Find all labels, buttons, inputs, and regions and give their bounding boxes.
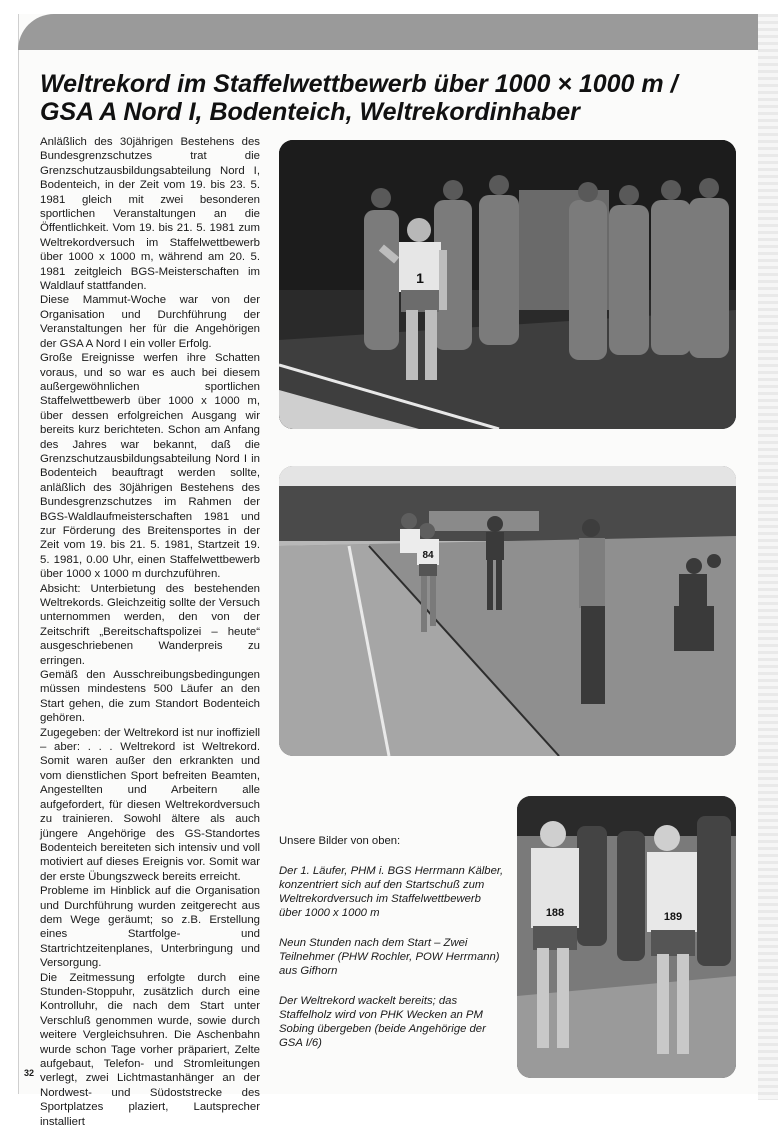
article-title: [40, 70, 740, 126]
paragraph: Gemäß den Ausschreibungsbedingungen müssen mindestens 500 Läufer an den Start gehen, die zum Standort Bodenteich gehören.: [40, 669, 260, 725]
bib-number: 84: [422, 550, 434, 561]
photo-track-runners: [279, 466, 736, 756]
paragraph: Die Zeitmessung erfolgte durch eine Stunden-Stoppuhr, zusätzlich durch eine Kontrolluhr, die nach dem Start unter Verschluß genommen wurde, sowie durch weitere Vergleichsuhren. Die Aschenbahn wurde schon Tage vorher präpariert, Zelte aufgebaut, Telefon- und Stromleitungen verlegt, zwei Lichtmastanhänger an der Nordwest- und Südoststrecke des Sportplatzes plaziert, Lautsprecher installiert: [40, 971, 260, 1128]
photo-captions: [279, 834, 505, 1066]
bib-number: 188: [545, 907, 565, 919]
paragraph: Absicht: Unterbietung des bestehenden Weltrekords. Gleichzeitig sollte der Versuch unternommen werden, den von der Zeitschrift „Bereitschaftspolizei – heute“ ausgeschriebenen Wanderpreis zu erringen.: [40, 582, 260, 667]
page-number: 32: [24, 1068, 35, 1078]
caption-photo-2: Neun Stunden nach dem Start – Zwei Teilnehmer (PHW Rochler, POW Herrmann) aus Gifhorn: [279, 937, 500, 977]
article-body: [40, 135, 260, 1129]
bib-number: 1: [416, 270, 424, 286]
title-line-1: Weltrekord im Staffelwettbewerb über 1000 × 1000 m /: [40, 70, 678, 98]
paragraph: Anläßlich des 30jährigen Bestehens des Bundesgrenzschutzes trat die Grenzschutzausbildungsabteilung Nord I, Bodenteich, in der Zeit vom 19. bis 23. 5. 1981 gleich mit zwei besonderen sportlichen Veranstaltungen an die Öffentlichkeit. Vom 19. bis 21. 5. 1981 zum Weltrekordversuch im Staffelwettbewerb über 1000 x 1000 m, während am 20. 5. 1981 zeitgleich BGS-Meisterschaften im Waldlauf stattfanden.: [40, 136, 260, 293]
header-band: [18, 14, 758, 50]
paragraph: Probleme im Hinblick auf die Organisation und Durchführung wurden zeitgerecht aus dem Wege geräumt; so z.B. Erstellung eines Startfolge- und Startrichtzeitenplanes, Unterbringung und Versorgung.: [40, 885, 260, 970]
paragraph: Diese Mammut-Woche war von der Organisation und Durchführung der Veranstaltungen her für die Angehörigen der GSA A Nord I ein voller Erfolg.: [40, 294, 260, 350]
captions-heading: Unsere Bilder von oben:: [279, 835, 401, 847]
caption-photo-3: Der Weltrekord wackelt bereits; das Staffelholz wird von PHK Wecken an PM Sobing übergeben (beide Angehörige der GSA I/6): [279, 995, 486, 1049]
photo-baton-handover: [517, 796, 736, 1078]
page-edge: [758, 14, 778, 1100]
photo-start-runner: [279, 140, 736, 429]
caption-photo-1: Der 1. Läufer, PHM i. BGS Herrmann Kälber, konzentriert sich auf den Startschuß zum Weltrekordversuch im Staffelwettbewerb über 1000 x 1000 m: [279, 865, 504, 919]
paragraph: Zugegeben: der Weltrekord ist nur inoffiziell – aber: . . . Weltrekord ist Weltrekord. Somit waren außer den erkrankten und vom dienstlichen Sport befreiten Beamten, Angestellten und Arbeitern alle aufgefordert, für diesen Weltrekordversuch zu trainieren. Sowohl ältere als auch jüngere Angehörige des GS-Standortes Bodenteich bereiteten sich intensiv und voll motiviert auf dieses Ereignis vor. Somit war der erste Übungszweck bereits erreicht.: [40, 726, 260, 883]
title-line-2: GSA A Nord I, Bodenteich, Weltrekordinhaber: [40, 98, 580, 126]
paragraph: Große Ereignisse werfen ihre Schatten voraus, und so war es auch bei diesem außergewöhnlichen sportlichen Staffelwettbewerb über 1000 x 1000 m, über dessen erfolgreichen Ausgang wir bereits kurz berichteten. Schon am Anfang des Jahres war bekannt, daß die Grenzschutzausbildungsabteilung Nord I in Bodenteich beauftragt werden sollte, anläßlich des 30jährigen Bestehens des Bundesgrenzschutzes im Rahmen der BGS-Waldlaufmeisterschaften 1981 und zur Förderung des Breitensportes in der Zeit vom 19. bis 21. 5. 1981, Startzeit 19. 5. 1981, 0.00 Uhr, einen Staffelwettbewerb über 1000 x 1000 m durchzuführen.: [40, 352, 260, 581]
bib-number: 189: [663, 911, 683, 923]
